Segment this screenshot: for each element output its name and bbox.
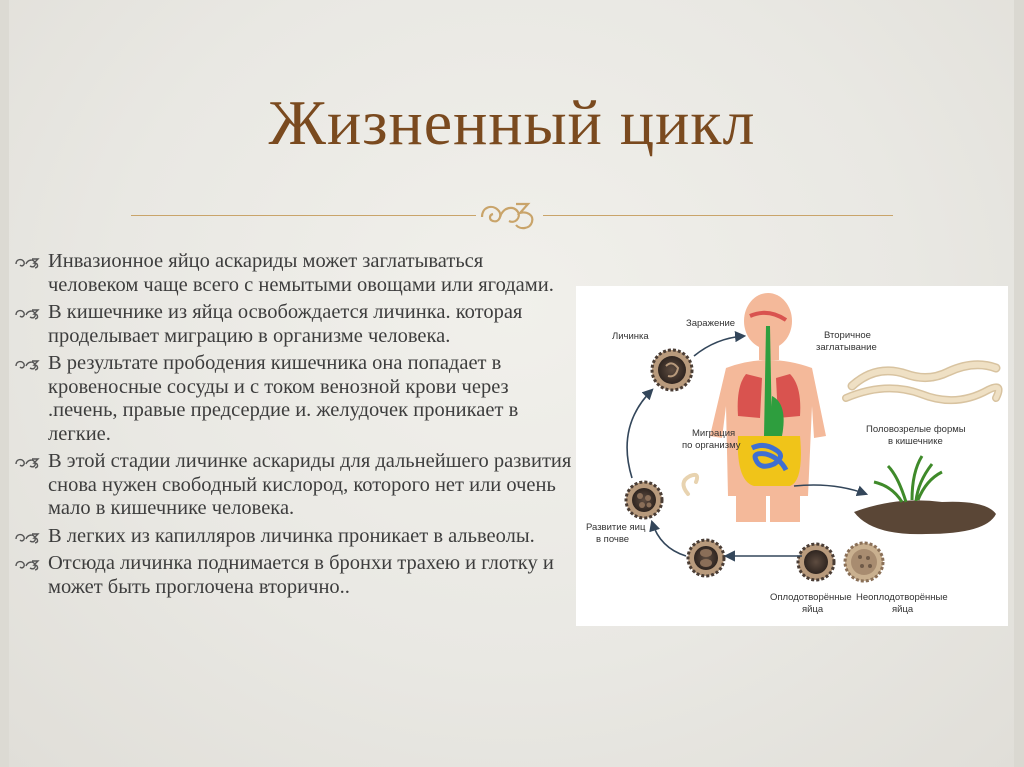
lifecycle-diagram	[576, 286, 1008, 626]
bullet-ornament-icon	[14, 307, 40, 321]
bullet-ornament-icon	[14, 358, 40, 372]
soil-with-grass	[854, 456, 996, 534]
bullet-text: В кишечнике из яйца освобождается личинка. которая проделывает миграцию в организме человека.	[48, 301, 523, 347]
label-migration-2: по организму	[682, 440, 741, 451]
bullet-ornament-icon	[14, 558, 40, 572]
label-mature-1: Половозрелые формы	[866, 424, 966, 435]
bullet-item	[14, 525, 574, 549]
bullet-item	[14, 250, 574, 297]
bullet-item	[14, 301, 574, 348]
bullet-text: В этой стадии личинке аскариды для дальнейшего развития снова нужен свободный кислород, которого нет или очень мало в кишечнике человека.	[48, 450, 572, 519]
bullet-list	[14, 250, 574, 603]
label-infection: Заражение	[686, 318, 736, 329]
label-unfertilized-1: Неоплодотворённые	[856, 592, 948, 603]
label-secondary-2: заглатывание	[816, 342, 877, 353]
egg-fertilized	[798, 544, 834, 580]
bullet-item	[14, 450, 574, 521]
bullet-ornament-icon	[14, 256, 40, 270]
bullet-item	[14, 352, 574, 446]
egg-dividing	[688, 540, 724, 576]
bullet-text: В легких из капилляров личинка проникает в альвеолы.	[48, 524, 535, 547]
bullet-text: Отсюда личинка поднимается в бронхи трахею и глотку и может быть проглочена вторично..	[48, 552, 554, 598]
label-migration-1: Миграция	[692, 428, 736, 439]
egg-larva	[652, 350, 692, 390]
slide-title: Жизненный цикл	[268, 87, 756, 158]
label-fertilized-1: Оплодотворённые	[770, 592, 852, 603]
label-secondary-1: Вторичное	[824, 330, 871, 341]
intestines	[738, 436, 801, 486]
label-fertilized-2: яйца	[802, 604, 824, 615]
bullet-ornament-icon	[14, 531, 40, 545]
egg-soil-development	[626, 482, 662, 518]
label-larva: Личинка	[612, 331, 649, 342]
bullet-ornament-icon	[14, 456, 40, 470]
bullet-text: Инвазионное яйцо аскариды может заглатываться человеком чаще всего с немытыми овощами или ягодами.	[48, 250, 554, 296]
label-mature-2: в кишечнике	[888, 436, 943, 447]
label-unfertilized-2: яйца	[892, 604, 914, 615]
migrating-larva	[683, 475, 697, 494]
adult-worms	[846, 365, 999, 400]
label-soil-2: в почве	[596, 534, 630, 545]
title-divider	[131, 196, 893, 236]
bullet-text: В результате прободения кишечника она попадает в кровеносные сосуды и с током венозной крови через .печень, правые предсердие и. желудочек проникает в легкие.	[48, 352, 519, 445]
label-soil-1: Развитие яиц	[586, 522, 646, 533]
ornament-icon	[476, 196, 542, 236]
bullet-item	[14, 552, 574, 599]
egg-unfertilized	[845, 543, 883, 581]
